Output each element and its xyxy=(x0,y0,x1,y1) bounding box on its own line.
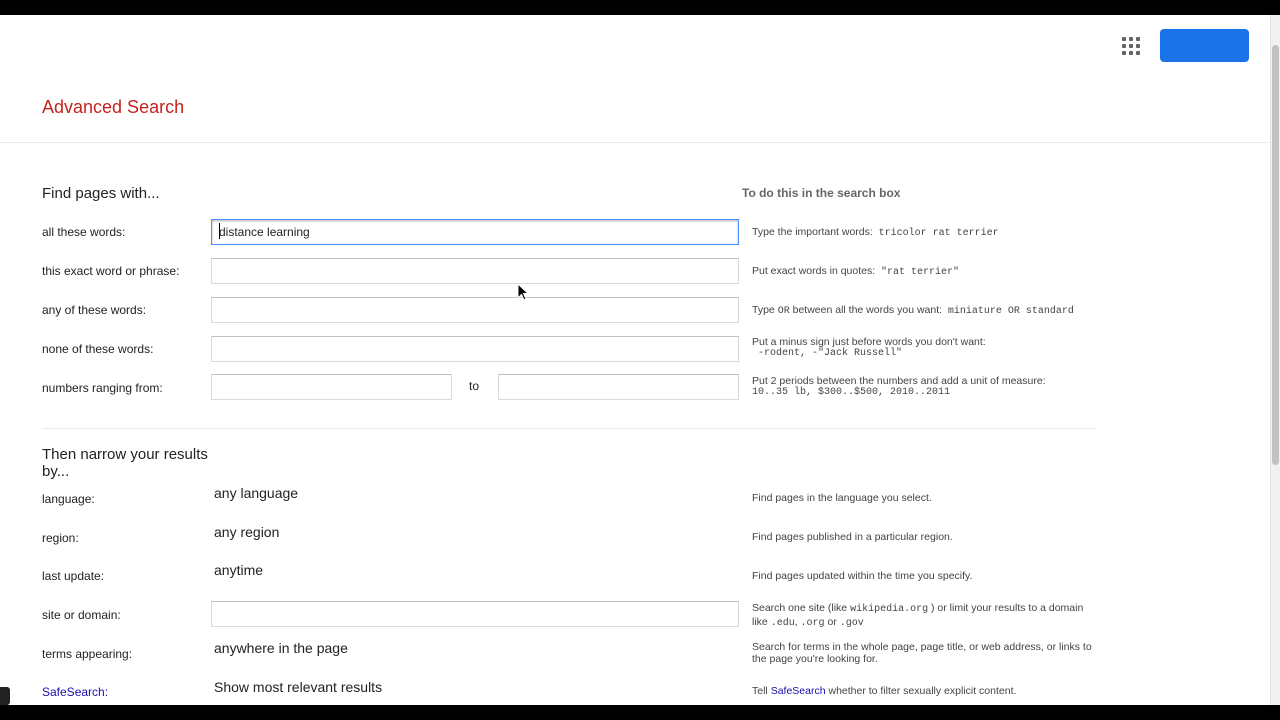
exact-phrase-label: this exact word or phrase: xyxy=(42,264,180,278)
sign-in-button[interactable] xyxy=(1160,29,1249,62)
last-update-label: last update: xyxy=(42,569,105,583)
safesearch-hint-post: whether to filter sexually explicit content. xyxy=(828,685,1017,697)
any-words-hint-example: miniature OR standard xyxy=(947,306,1074,317)
page-header xyxy=(0,15,1270,143)
site-domain-hint xyxy=(752,602,1092,630)
numbers-to-input[interactable] xyxy=(498,374,739,400)
language-hint: Find pages in the language you select. xyxy=(752,492,932,504)
any-words-hint-pre: Type xyxy=(752,304,775,316)
safesearch-select[interactable]: Show most relevant results xyxy=(214,679,383,695)
all-words-label: all these words: xyxy=(42,225,126,239)
safesearch-hint xyxy=(752,685,1092,697)
site-domain-hint-org: .org xyxy=(800,618,825,629)
terms-appearing-select[interactable]: anywhere in the page xyxy=(214,640,348,656)
any-words-input[interactable] xyxy=(211,297,739,323)
none-words-label: none of these words: xyxy=(42,342,154,356)
site-domain-hint-mid: ) or limit your results to a domain like xyxy=(752,602,1084,628)
page-title: Advanced Search xyxy=(42,97,185,117)
language-select[interactable]: any language xyxy=(214,485,299,501)
exact-phrase-input[interactable] xyxy=(211,258,739,284)
none-words-hint-text: Put a minus sign just before words you don't want: xyxy=(752,336,986,348)
numbers-range-hint-example: 10..35 lb, $300..$500, 2010..2011 xyxy=(752,387,951,398)
narrow-results-heading: Then narrow your results by... xyxy=(42,446,208,480)
any-words-hint xyxy=(752,304,1092,318)
all-words-input[interactable] xyxy=(211,219,739,245)
site-domain-hint-sep: , xyxy=(794,616,798,628)
browser-viewport xyxy=(0,15,1280,705)
search-box-hint-heading: To do this in the search box xyxy=(742,186,901,200)
any-words-hint-or: OR xyxy=(777,306,790,317)
numbers-to-label: to xyxy=(469,379,480,393)
safesearch-label[interactable]: SafeSearch: xyxy=(42,685,109,699)
numbers-range-hint xyxy=(752,375,1092,399)
exact-phrase-hint xyxy=(752,265,1092,279)
all-words-hint xyxy=(752,226,1092,240)
language-label: language: xyxy=(42,492,95,506)
any-words-hint-text: between all the words you want: xyxy=(792,304,943,316)
vertical-scrollbar[interactable] xyxy=(1270,15,1280,705)
site-domain-label: site or domain: xyxy=(42,608,121,622)
site-domain-hint-example: wikipedia.org xyxy=(850,604,929,615)
none-words-input[interactable] xyxy=(211,336,739,362)
mouse-pointer-icon xyxy=(518,284,530,302)
site-domain-hint-edu: .edu xyxy=(770,618,795,629)
numbers-range-hint-text: Put 2 periods between the numbers and add a unit of measure: xyxy=(752,375,1046,387)
site-domain-hint-gov: .gov xyxy=(839,618,864,629)
safesearch-hint-pre: Tell xyxy=(752,685,768,697)
numbers-range-label: numbers ranging from: xyxy=(42,381,163,395)
all-words-hint-text: Type the important words: xyxy=(752,226,873,238)
text-caret xyxy=(219,223,220,239)
section-divider xyxy=(42,428,1096,429)
none-words-hint-example: -rodent, -"Jack Russell" xyxy=(758,348,903,359)
last-update-hint: Find pages updated within the time you specify. xyxy=(752,570,973,582)
site-domain-hint-pre: Search one site (like xyxy=(752,602,848,614)
last-update-select[interactable]: anytime xyxy=(214,562,264,578)
any-words-label: any of these words: xyxy=(42,303,147,317)
corner-widget xyxy=(0,687,10,705)
region-label: region: xyxy=(42,531,79,545)
terms-appearing-hint: Search for terms in the whole page, page title, or web address, or links to the page you're looking for. xyxy=(752,641,1092,665)
terms-appearing-label: terms appearing: xyxy=(42,647,133,661)
none-words-hint xyxy=(752,336,1092,360)
scrollbar-thumb[interactable] xyxy=(1272,45,1279,465)
apps-grid-icon[interactable] xyxy=(1121,36,1141,56)
exact-phrase-hint-example: "rat terrier" xyxy=(881,267,960,278)
site-domain-hint-or: or xyxy=(827,616,837,628)
region-hint: Find pages published in a particular region. xyxy=(752,531,953,543)
site-domain-input[interactable] xyxy=(211,601,739,627)
safesearch-hint-link[interactable]: SafeSearch xyxy=(770,685,826,697)
region-select[interactable]: any region xyxy=(214,524,280,540)
find-pages-heading: Find pages with... xyxy=(42,185,160,202)
numbers-from-input[interactable] xyxy=(211,374,452,400)
exact-phrase-hint-text: Put exact words in quotes: xyxy=(752,265,876,277)
all-words-hint-example: tricolor rat terrier xyxy=(878,228,999,239)
